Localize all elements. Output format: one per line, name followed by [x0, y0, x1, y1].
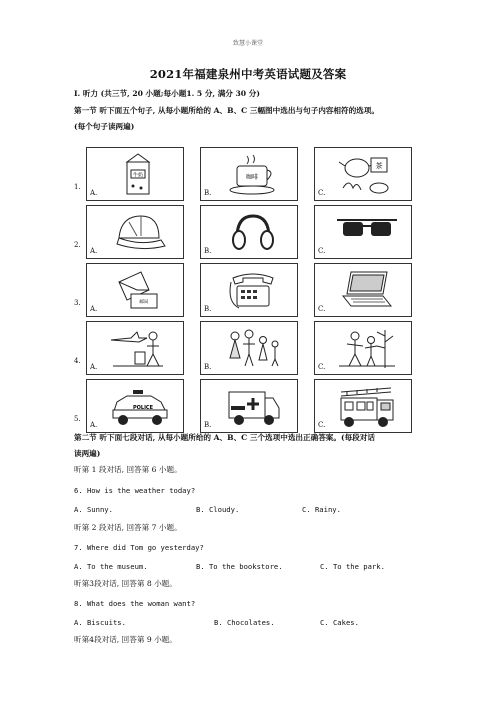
choice-c[interactable]: C. Cakes.	[320, 618, 359, 627]
dialogue-intro: 听第3段对话, 回答第 8 小题。	[74, 579, 177, 588]
choice-a[interactable]: A. Sunny.	[74, 505, 113, 514]
travel-scene-icon	[109, 326, 169, 372]
choice-b[interactable]: B. Chocolates.	[214, 618, 275, 627]
row-number: 5.	[74, 415, 81, 423]
post-office-label: 邮局	[139, 300, 149, 305]
option-c-box[interactable]	[314, 321, 412, 375]
choice-b[interactable]: B. Cloudy.	[196, 505, 240, 514]
coffee-cup-icon	[223, 152, 283, 198]
row-number: 3.	[74, 299, 81, 307]
option-a-box[interactable]	[86, 263, 184, 317]
option-c-label: C.	[318, 247, 326, 255]
part2-instruction: 第二节 听下面七段对话, 从每小题所给的 A、B、C 三个选项中选出正确答案。(每段对话	[74, 433, 375, 442]
section-heading: I. 听力 (共三节, 20 小题;每小题1. 5 分, 满分 30 分)	[74, 89, 260, 98]
milk-carton-icon	[109, 152, 169, 198]
family-scene-icon	[223, 326, 283, 372]
row-number: 4.	[74, 357, 81, 365]
police-text: POLICE	[132, 405, 154, 411]
option-a-box[interactable]	[86, 147, 184, 201]
option-b-box[interactable]	[200, 321, 298, 375]
option-c-label: C.	[318, 305, 326, 313]
option-b-label: B.	[204, 421, 212, 429]
question-row-5	[72, 377, 422, 435]
part2-instruction-cont: 读两遍)	[74, 449, 101, 458]
dialogue-intro: 听第 1 段对话, 回答第 6 小题。	[74, 465, 182, 474]
choice-c[interactable]: C. Rainy.	[302, 505, 341, 514]
option-b-box[interactable]	[200, 205, 298, 259]
option-b-label: B.	[204, 247, 212, 255]
question-text: 8. What does the woman want?	[74, 599, 196, 608]
option-b-box[interactable]	[200, 147, 298, 201]
choice-b[interactable]: B. To the bookstore.	[196, 562, 283, 571]
fire-truck-icon	[337, 384, 397, 430]
police-car-icon	[109, 384, 169, 430]
option-b-label: B.	[204, 305, 212, 313]
question-row-1	[72, 145, 422, 203]
milk-label: 牛奶	[132, 172, 144, 179]
tea-label: 茶	[375, 162, 383, 170]
option-c-box[interactable]	[314, 205, 412, 259]
option-c-label: C.	[318, 363, 326, 371]
ambulance-icon	[223, 384, 283, 430]
choice-a[interactable]: A. Biscuits.	[74, 618, 126, 627]
option-c-label: C.	[318, 189, 326, 197]
question-row-3	[72, 261, 422, 319]
letter-icon	[109, 268, 169, 314]
option-c-box[interactable]	[314, 147, 412, 201]
option-a-box[interactable]	[86, 205, 184, 259]
option-a-label: A.	[90, 363, 98, 371]
teapot-icon	[337, 152, 397, 198]
cap-icon	[109, 210, 169, 256]
option-c-box[interactable]	[314, 263, 412, 317]
telephone-icon	[223, 268, 283, 314]
workers-scene-icon	[337, 326, 397, 372]
headphones-icon	[223, 210, 283, 256]
question-text: 6. How is the weather today?	[74, 486, 196, 495]
choice-a[interactable]: A. To the museum.	[74, 562, 148, 571]
row-number: 1.	[74, 183, 81, 191]
option-a-label: A.	[90, 189, 98, 197]
dialogue-intro: 听第 2 段对话, 回答第 7 小题。	[74, 523, 182, 532]
part1-instruction-cont: (每个句子读两遍)	[74, 122, 135, 131]
part1-instruction: 第一节 听下面五个句子, 从每小题所给的 A、B、C 三幅图中选出与句子内容相符的选项。	[74, 106, 379, 115]
choice-c[interactable]: C. To the park.	[320, 562, 385, 571]
option-b-box[interactable]	[200, 379, 298, 433]
option-b-label: B.	[204, 189, 212, 197]
question-row-4	[72, 319, 422, 377]
option-b-box[interactable]	[200, 263, 298, 317]
option-a-label: A.	[90, 421, 98, 429]
coffee-label: 咖啡	[245, 174, 259, 181]
option-c-label: C.	[318, 421, 326, 429]
option-a-label: A.	[90, 305, 98, 313]
row-number: 2.	[74, 241, 81, 249]
laptop-icon	[337, 268, 397, 314]
question-text: 7. Where did Tom go yesterday?	[74, 543, 204, 552]
option-a-box[interactable]	[86, 379, 184, 433]
option-a-box[interactable]	[86, 321, 184, 375]
glasses-icon	[337, 210, 397, 256]
page-title: 2021年福建泉州中考英语试题及答案	[149, 67, 347, 81]
page-header: 致慧小课堂	[232, 40, 263, 47]
dialogue-intro: 听第4段对话, 回答第 9 小题。	[74, 635, 177, 644]
option-b-label: B.	[204, 363, 212, 371]
option-c-box[interactable]	[314, 379, 412, 433]
question-row-2	[72, 203, 422, 261]
option-a-label: A.	[90, 247, 98, 255]
